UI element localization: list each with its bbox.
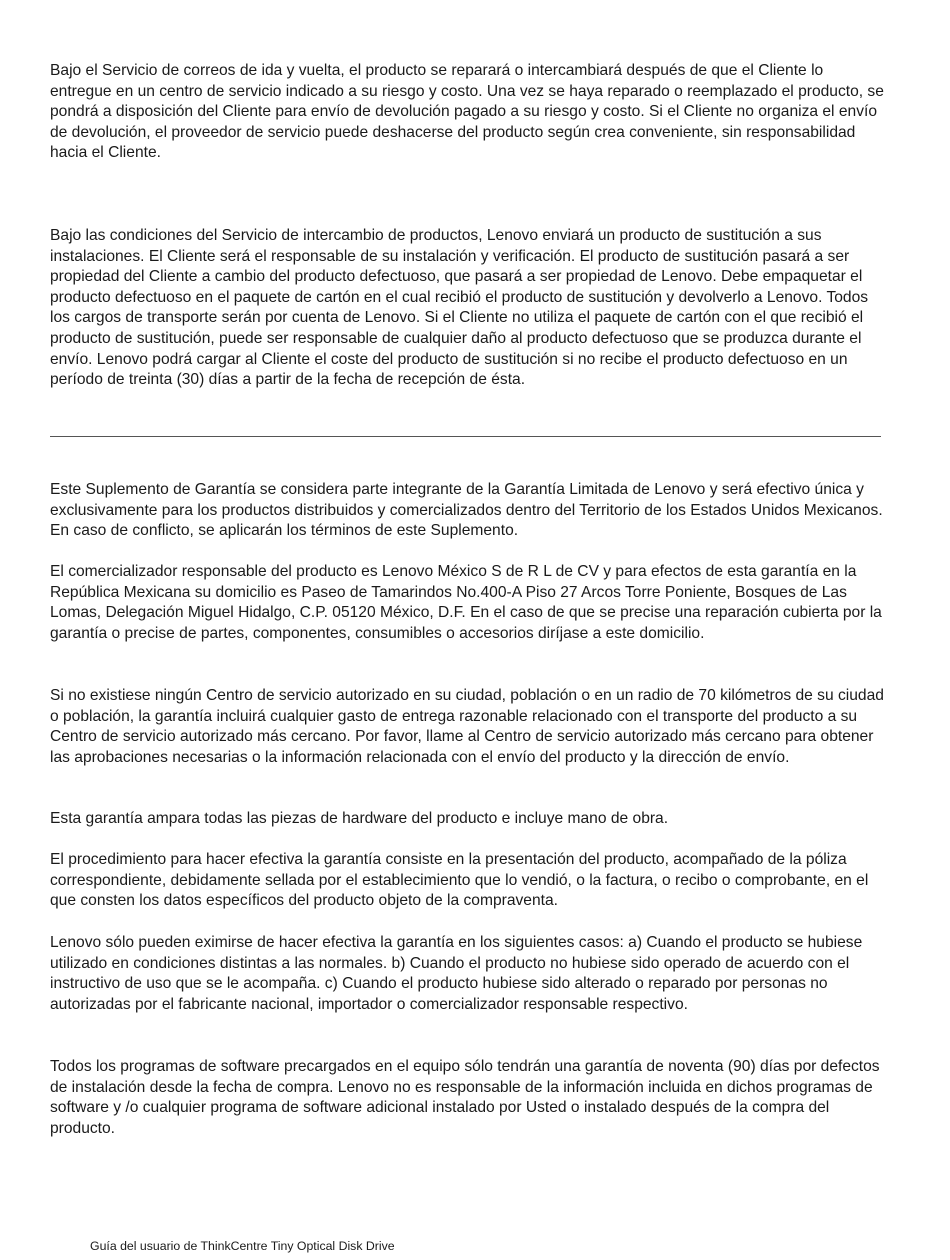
section-divider <box>50 436 881 437</box>
page-footer: Guía del usuario de ThinkCentre Tiny Optical Disk Drive <box>90 1239 395 1253</box>
paragraph-warranty-procedure: El procedimiento para hacer efectiva la garantía consiste en la presentación del producto, acompañado de la póliza correspondiente, debidamente sellada por el establecimiento que lo vendió, o la factura, o recibo o comprobante, en el que consten los datos específicos del producto objeto de la compraventa. <box>50 851 869 910</box>
document-page <box>50 0 884 1260</box>
paragraph-exchange-service: Bajo las condiciones del Servicio de intercambio de productos, Lenovo enviará un producto de sustitución a sus instalaciones. El Cliente será el responsable de su instalación y verificación. El producto de sustitución pasará a ser propiedad del Cliente a cambio del producto defectuoso, que pasará a ser propiedad de Lenovo. Debe empaquetar el producto defectuoso en el paquete de cartón en el cual recibió el producto de sustitución y devolverlo a Lenovo. Todos los cargos de transporte serán por cuenta de Lenovo. Si el Cliente no utiliza el paquete de cartón con el que recibió el producto de sustitución, puede ser responsable de cualquier daño al producto defectuoso que se produzca durante el envío. Lenovo podrá cargar al Cliente el coste del producto de sustitución si no recibe el producto defectuoso en un período de treinta (30) días a partir de la fecha de recepción de ésta. <box>50 227 869 389</box>
paragraph-hardware-coverage: Esta garantía ampara todas las piezas de hardware del producto e incluye mano de obra. <box>50 810 669 827</box>
paragraph-warranty-exclusions: Lenovo sólo pueden eximirse de hacer efectiva la garantía en los siguientes casos: a) Cuando el producto se hubiese utilizado en condiciones distintas a las normales. b) Cuando el producto no hubiese sido operado de acuerdo con el instructivo de uso que se le acompaña. c) Cuando el producto hubiese sido alterado o reparado por personas no autorizadas por el fabricante nacional, importador o comercializador responsable respectivo. <box>50 934 863 1013</box>
paragraph-service-center-distance: Si no existiese ningún Centro de servicio autorizado en su ciudad, población o en un radio de 70 kilómetros de su ciudad o población, la garantía incluirá cualquier gasto de entrega razonable relacionado con el transporte del producto a su Centro de servicio autorizado más cercano. Por favor, llame al Centro de servicio autorizado más cercano para obtener las aprobaciones necesarias o la información relacionada con el envío del producto y la dirección de envío. <box>50 687 884 766</box>
paragraph-mail-in-service: Bajo el Servicio de correos de ida y vuelta, el producto se reparará o intercambiará después de que el Cliente lo entregue en un centro de servicio indicado a su riesgo y costo. Una vez se haya reparado o reemplazado el producto, se pondrá a disposición del Cliente para envío de devolución pagado a su riesgo y costo. Si el Cliente no organiza el envío de devolución, el proveedor de servicio puede deshacerse del producto según crea conveniente, sin responsabilidad hacia el Cliente. <box>50 62 884 162</box>
paragraph-responsible-merchant: El comercializador responsable del producto es Lenovo México S de R L de CV y para efectos de esta garantía en la República Mexicana su domicilio es Paseo de Tamarindos No.400-A Piso 27 Arcos Torre Poniente, Bosques de Las Lomas, Delegación Miguel Hidalgo, C.P. 05120 México, D.F. En el caso de que se precise una reparación cubierta por la garantía o precise de partes, componentes, consumibles o accesorios diríjase a este domicilio. <box>50 563 882 642</box>
paragraph-mexico-supplement: Este Suplemento de Garantía se considera parte integrante de la Garantía Limitada de Lenovo y será efectivo única y exclusivamente para los productos distribuidos y comercializados dentro del Territorio de los Estados Unidos Mexicanos. En caso de conflicto, se aplicarán los términos de este Suplemento. <box>50 481 883 540</box>
paragraph-software-warranty: Todos los programas de software precargados en el equipo sólo tendrán una garantía de noventa (90) días por defectos de instalación desde la fecha de compra. Lenovo no es responsable de la información incluida en dichos programas de software y /o cualquier programa de software adicional instalado por Usted o instalado después de la compra del producto. <box>50 1058 880 1137</box>
